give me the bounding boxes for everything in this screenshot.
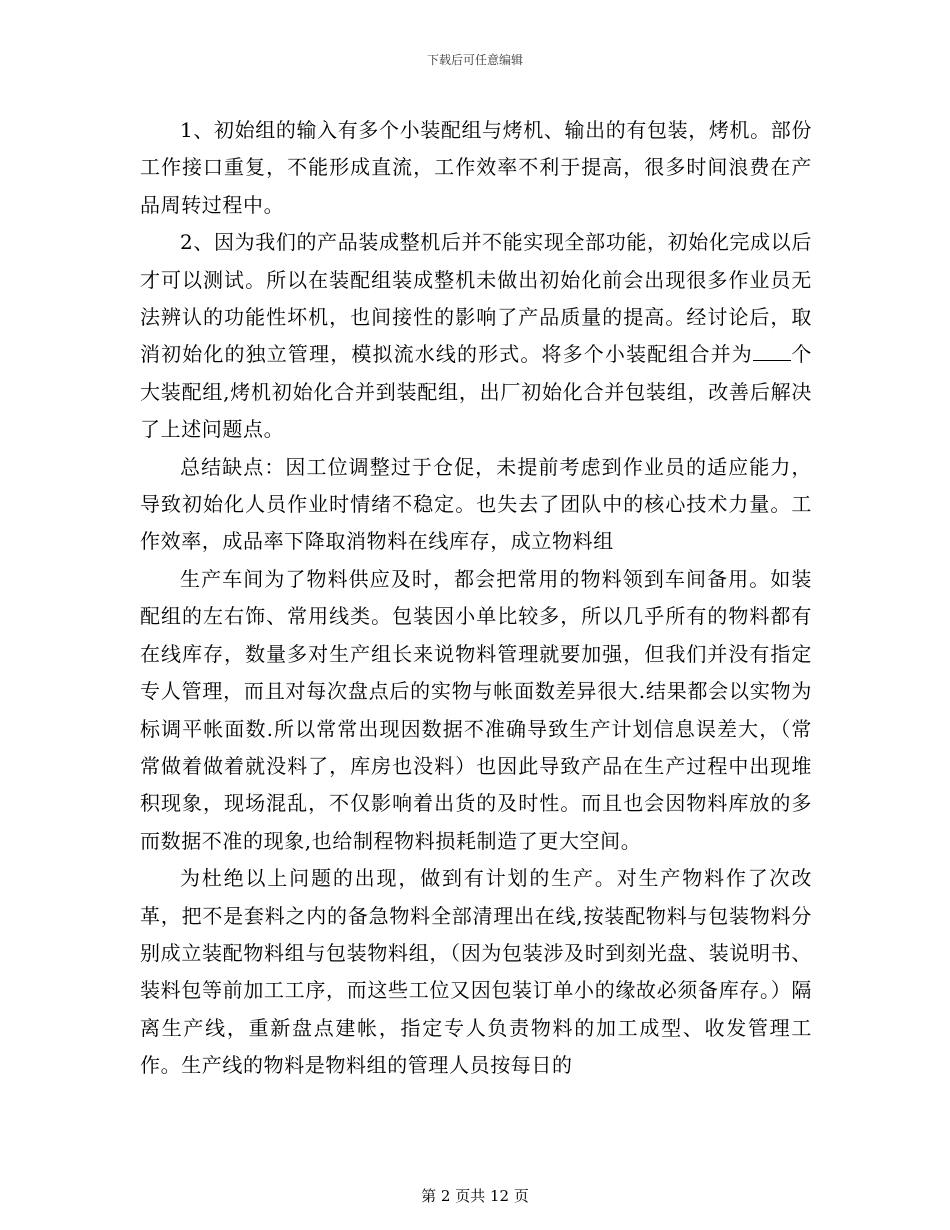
fill-in-blank xyxy=(753,342,791,361)
paragraph-4: 生产车间为了物料供应及时，都会把常用的物料领到车间备用。如装配组的左右饰、常用线类。包装因小单比较多，所以几乎所有的物料都有在线库存，数量多对生产组长来说物料管理就要加强，但我们并没有指定专人管理，而且对每次盘点后的实物与帐面数差异很大.结果都会以实物为标调平帐面数.所以常常出现因数据不准确导致生产计划信息误差大，（常常做着做着就没料了，库房也没料）也因此导致产品在生产过程中出现堆积现象，现场混乱，不仅影响着出货的及时性。而且也会因物料库放的多而数据不准的现象,也给制程物料损耗制造了更大空间。 xyxy=(140,566,812,853)
paragraph-2-text: 2、因为我们的产品装成整机后并不能实现全部功能，初始化完成以后才可以测试。所以在装配组装成整机未做出初始化前会出现很多作业员无法辨认的功能性坏机，也间接性的影响了产品质量的提高。经讨论后，取消初始化的独立管理，模拟流水线的形式。将多个小装配组合并为 xyxy=(140,230,812,367)
paragraph-2-text-continued: 个大装配组,烤机初始化合并到装配组，出厂初始化合并包装组，改善后解决了上述问题点。 xyxy=(140,342,812,442)
paragraph-2 xyxy=(140,224,812,448)
page-header: 下载后可任意编辑 xyxy=(426,53,523,67)
document-body xyxy=(140,112,812,1085)
page-footer: 第 2 页共 12 页 xyxy=(421,1187,529,1205)
paragraph-3: 总结缺点：因工位调整过于仓促，未提前考虑到作业员的适应能力，导致初始化人员作业时情绪不稳定。也失去了团队中的核心技术力量。工作效率，成品率下降取消物料在线库存，成立物料组 xyxy=(140,454,812,554)
paragraph-5: 为杜绝以上问题的出现，做到有计划的生产。对生产物料作了次改革，把不是套料之内的备急物料全部清理出在线,按装配物料与包装物料分别成立装配物料组与包装物料组，（因为包装涉及时到刻光盘、装说明书、装料包等前加工工序，而这些工位又因包装订单小的缘故必须备库存。）隔离生产线，重新盘点建帐，指定专人负责物料的加工成型、收发管理工作。生产线的物料是物料组的管理人员按每日的 xyxy=(140,866,812,1078)
paragraph-1: 1、初始组的输入有多个小装配组与烤机、输出的有包装，烤机。部份工作接口重复，不能形成直流，工作效率不利于提高，很多时间浪费在产品周转过程中。 xyxy=(140,118,812,217)
